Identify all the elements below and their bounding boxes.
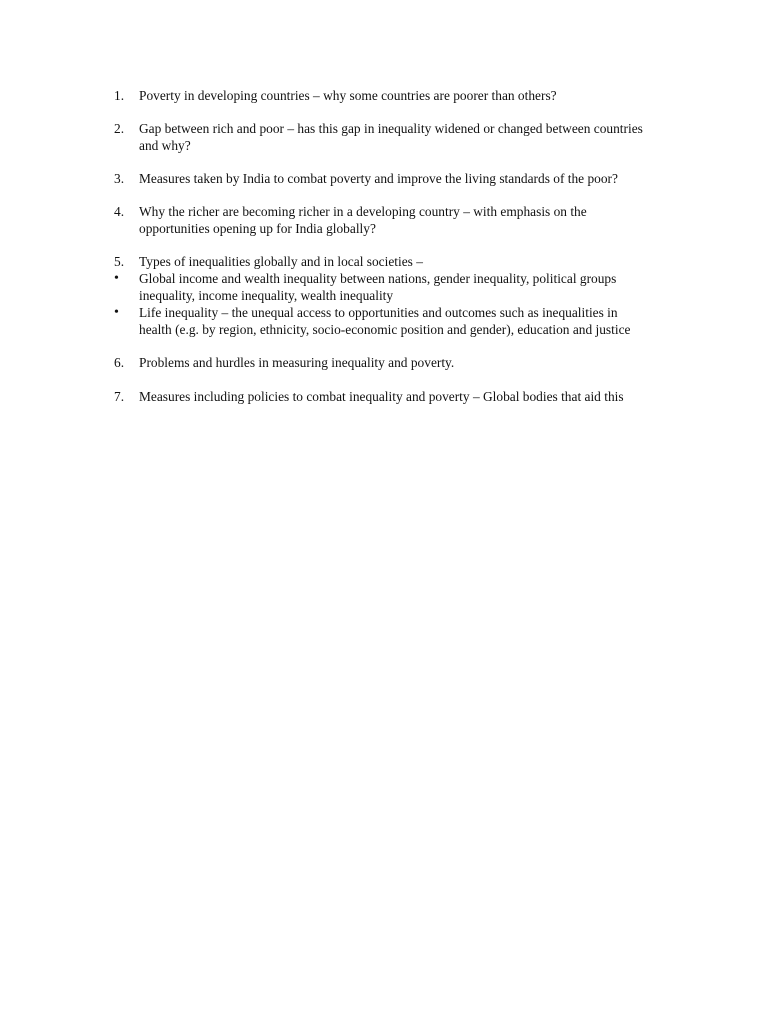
list-item-3 <box>114 170 684 187</box>
text-line: inequality, income inequality, wealth inequality <box>139 288 394 303</box>
list-number: 1. <box>114 88 125 103</box>
list-item-1 <box>114 87 684 104</box>
list-number: 2. <box>114 121 125 136</box>
list-item-text <box>139 87 684 104</box>
text-line: Poverty in developing countries – why some countries are poorer than others? <box>139 88 557 103</box>
text-line: Gap between rich and poor – has this gap in inequality widened or changed between countries <box>139 121 643 136</box>
list-item-text <box>139 120 684 154</box>
list-number: 3. <box>114 171 125 186</box>
list-item-text <box>139 354 684 371</box>
bullet-item-life-inequality <box>114 304 684 338</box>
text-line: Types of inequalities globally and in local societies – <box>139 254 423 269</box>
list-item-text <box>139 304 684 338</box>
text-line: Measures including policies to combat inequality and poverty – Global bodies that aid this <box>139 389 624 404</box>
text-line: health (e.g. by region, ethnicity, socio-economic position and gender), education and justice <box>139 322 631 337</box>
bullet-icon: • <box>114 305 119 320</box>
text-line: Measures taken by India to combat poverty and improve the living standards of the poor? <box>139 171 618 186</box>
list-item-text <box>139 170 684 187</box>
list-item-text <box>139 253 684 270</box>
list-item-4 <box>114 203 684 237</box>
list-item-text <box>139 203 684 237</box>
text-line: Life inequality – the unequal access to opportunities and outcomes such as inequalities in <box>139 305 618 320</box>
text-line: Why the richer are becoming richer in a developing country – with emphasis on the <box>139 204 587 219</box>
list-item-text <box>139 388 684 405</box>
list-number: 6. <box>114 355 125 370</box>
list-item-5 <box>114 253 684 270</box>
text-line: opportunities opening up for India globally? <box>139 221 376 236</box>
text-line: Global income and wealth inequality between nations, gender inequality, political groups <box>139 271 617 286</box>
bullet-item-global-income <box>114 270 684 304</box>
bullet-icon: • <box>114 271 119 286</box>
list-item-2 <box>114 120 684 154</box>
list-item-text <box>139 270 684 304</box>
list-number: 5. <box>114 254 125 269</box>
list-number: 7. <box>114 389 125 404</box>
text-line: and why? <box>139 138 191 153</box>
list-number: 4. <box>114 204 125 219</box>
list-item-7 <box>114 388 684 405</box>
text-line: Problems and hurdles in measuring inequality and poverty. <box>139 355 455 370</box>
list-item-6 <box>114 354 684 371</box>
